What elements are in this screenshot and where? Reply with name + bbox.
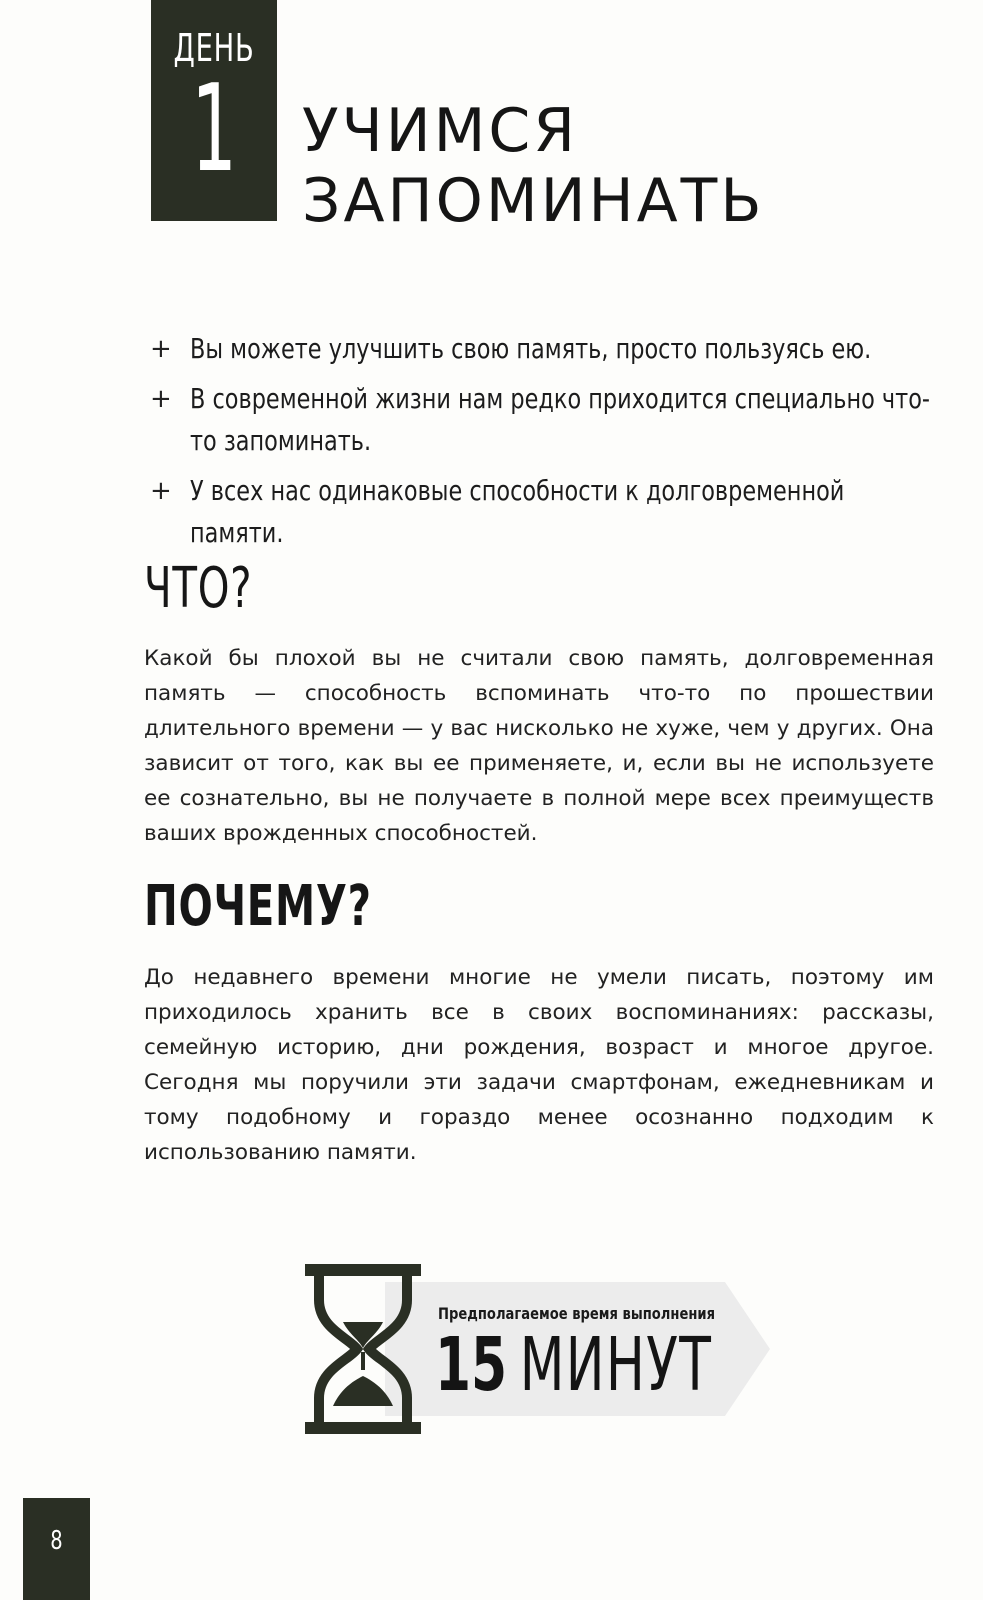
chapter-title bbox=[302, 96, 764, 236]
chapter-title-line1: УЧИМСЯ bbox=[302, 96, 578, 166]
what-paragraph: Какой бы плохой вы не считали свою память, долговременная память — способность вспоминать что-то по прошествии длительного времени — у вас нисколько не хуже, чем у других. Она зависит от того, как вы ее применяете, и, если вы не используете ее сознательно, вы не получаете в полной мере всех преимуществ ваших врожденных способностей. bbox=[144, 646, 934, 846]
chapter-title-line2: ЗАПОМИНАТЬ bbox=[302, 166, 765, 236]
why-paragraph: До недавнего времени многие не умели писать, поэтому им приходилось хранить все в своих воспоминаниях: рассказы, семейную историю, дни рождения, возраст и многое другое. Сегодня мы поручили эти задачи смартфонам, ежедневникам и тому подобному и гораздо менее осознанно подходим к использованию памяти. bbox=[144, 965, 934, 1165]
key-points-list bbox=[150, 328, 930, 562]
key-point-text: В современной жизни нам редко приходится специально что-то запоминать. bbox=[190, 382, 930, 457]
why-heading: ПОЧЕМУ? bbox=[144, 874, 372, 939]
time-caption: Предполагаемое время выполнения bbox=[438, 1304, 716, 1323]
time-estimate-banner bbox=[305, 1264, 765, 1434]
day-number: 1 bbox=[191, 60, 237, 199]
what-heading: ЧТО? bbox=[144, 556, 253, 621]
key-point bbox=[150, 328, 930, 370]
day-block bbox=[151, 0, 277, 221]
plus-icon: + bbox=[150, 384, 172, 414]
plus-icon: + bbox=[150, 334, 172, 364]
hourglass-icon bbox=[305, 1264, 421, 1434]
key-point-text: У всех нас одинаковые способности к долговременной памяти. bbox=[190, 474, 845, 549]
plus-icon: + bbox=[150, 476, 172, 506]
key-point bbox=[150, 378, 930, 462]
page-number: 8 bbox=[50, 1526, 63, 1556]
key-point bbox=[150, 470, 930, 554]
time-unit: МИНУТ bbox=[519, 1322, 713, 1408]
time-number: 15 bbox=[435, 1322, 508, 1408]
key-point-text: Вы можете улучшить свою память, просто пользуясь ею. bbox=[190, 332, 872, 365]
page-number-tab bbox=[23, 1498, 90, 1600]
time-value bbox=[435, 1322, 712, 1408]
day-label: ДЕНЬ bbox=[173, 26, 255, 70]
